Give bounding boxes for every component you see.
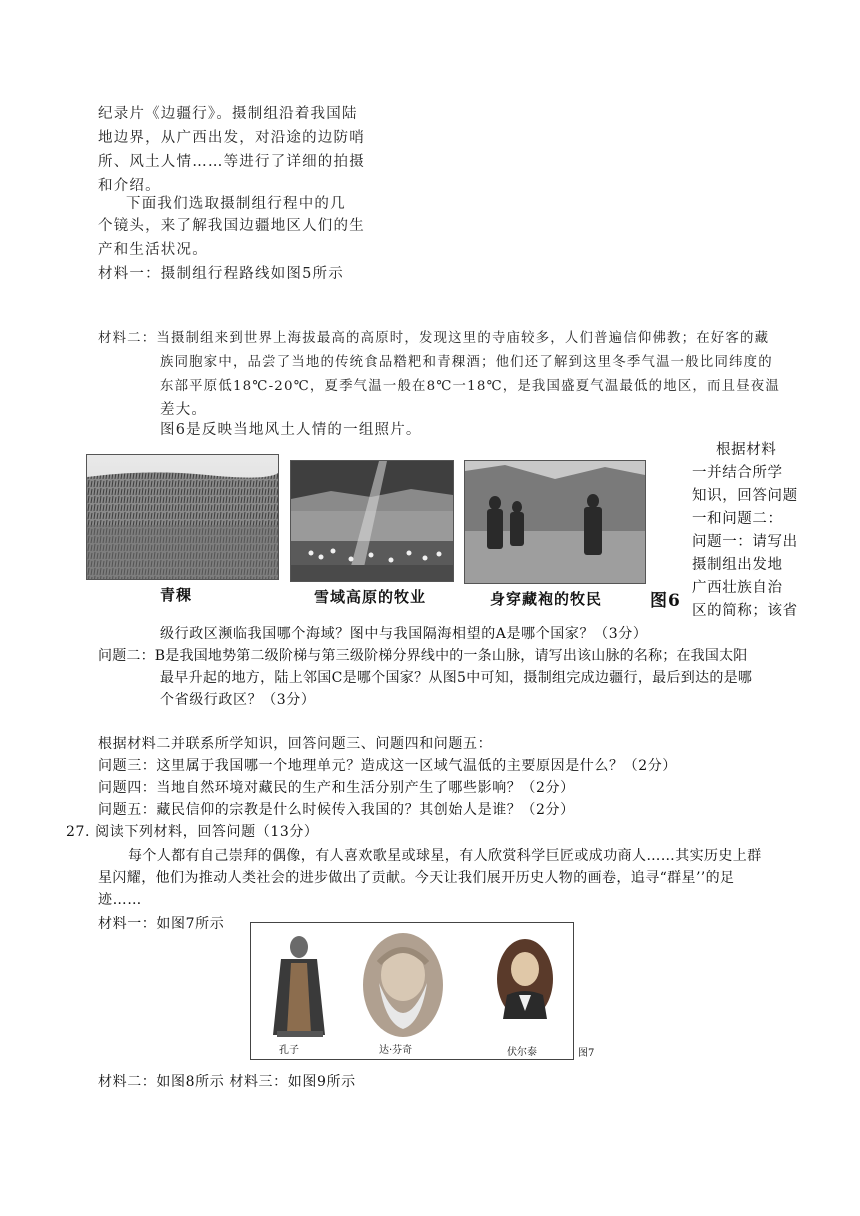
material2-line-1: 材料二：当摄制组来到世界上海拔最高的高原时，发现这里的寺庙较多，人们普遍信仰佛教；在好客的藏 [98,331,770,346]
intro-line-3: 所、风土人情……等进行了详细的拍摄 [98,154,365,170]
figure7-frame [250,922,574,1060]
material2-line-2: 族同胞家中，品尝了当地的传统食品糌粑和青稞酒；他们还了解到这里冬季气温一般比同纬度的 [160,355,773,370]
side-line-2: 一并结合所学 [692,465,783,481]
question3: 问题三：这里属于我国哪一个地理单元？造成这一区域气温低的主要原因是什么？（2分） [98,758,677,774]
da-vinci-portrait [363,933,443,1037]
material2-line-4: 差大。 [160,402,208,418]
question1-continued: 级行政区濒临我国哪个海域？图中与我国隔海相望的A是哪个国家？（3分） [160,626,648,642]
side-line-5: 问题一：请写出 [692,534,798,550]
side-line-8: 区的简称；该省 [692,603,798,619]
intro-line-4: 和介绍。 [98,178,161,194]
question2-line-3: 个省级行政区？（3分） [160,692,316,708]
figure6-caption-barley: 青稞 [160,586,193,604]
side-line-6: 摄制组出发地 [692,557,783,573]
intro-line-7: 产和生活状况。 [98,242,208,258]
highland-barley-photo [86,454,279,580]
material-one-label: 材料一：如图7所示 [98,916,225,932]
figure7-name-voltaire: 伏尔泰 [507,1047,537,1058]
figure6-label: 图6 [650,591,681,611]
questions-lead: 根据材料二并联系所学知识，回答问题三、问题四和问题五： [98,736,493,752]
question27-paragraph-line-1: 每个人都有自己崇拜的偶像，有人喜欢歌星或球星，有人欣赏科学巨匠或成功商人……其实历史上群 [128,848,762,864]
side-line-7: 广西壮族自治 [692,580,783,596]
side-line-1: 根据材料 [716,442,777,458]
question2-line-2: 最早升起的地方，陆上邻国C是哪个国家？从图5中可知，摄制组完成边疆行，最后到达的是哪 [160,670,753,686]
figure7-name-confucius: 孔子 [279,1045,299,1056]
question2-line-1: 问题二：B是我国地势第二级阶梯与第三级阶梯分界线中的一条山脉，请写出该山脉的名称；在我国太阳 [98,648,748,664]
question4: 问题四：当地自然环境对藏民的生产和生活分别产生了哪些影响？（2分） [98,780,575,796]
plateau-herding-photo [290,460,454,582]
confucius-portrait [273,936,325,1037]
side-line-3: 知识，回答问题 [692,488,798,504]
question27-paragraph-line-2: 星闪耀，他们为推动人类社会的进步做出了贡献。今天让我们展开历史人物的画卷，追寻“群星’’的足 [98,870,735,886]
intro-line-5: 下面我们选取摄制组行程中的几 [126,196,346,212]
material2-line-3: 东部平原低18℃-20℃，夏季气温一般在8℃一18℃，是我国盛夏气温最低的地区，而且昼夜温 [160,379,780,394]
question5: 问题五：藏民信仰的宗教是什么时候传入我国的？其创始人是谁？（2分） [98,802,575,818]
intro-line-6: 个镜头，来了解我国边疆地区人们的生 [98,218,365,234]
tibetan-herders-photo [464,460,646,584]
voltaire-portrait [497,939,553,1019]
question27-paragraph-line-3: 迹…… [98,892,142,908]
side-line-4: 一和问题二： [692,511,783,527]
material-two-three-label: 材料二：如图8所示 材料三：如图9所示 [98,1074,356,1090]
question27-title: 27. 阅读下列材料，回答问题（13分） [66,824,319,840]
figure7-label: 图7 [578,1048,595,1059]
intro-line-1: 纪录片《边疆行》。摄制组沿着我国陆 [98,106,358,122]
figure7-name-da-vinci: 达·芬奇 [379,1045,413,1056]
figure6-caption-herding: 雪域高原的牧业 [314,588,427,606]
material1-line: 材料一：摄制组行程路线如图5所示 [98,266,344,282]
figure6-caption-herders: 身穿藏袍的牧民 [490,590,603,608]
figure7-portraits [251,923,573,1059]
intro-line-2: 地边界，从广西出发，对沿途的边防哨 [98,130,365,146]
material2-line-5: 图6是反映当地风土人情的一组照片。 [160,422,422,438]
